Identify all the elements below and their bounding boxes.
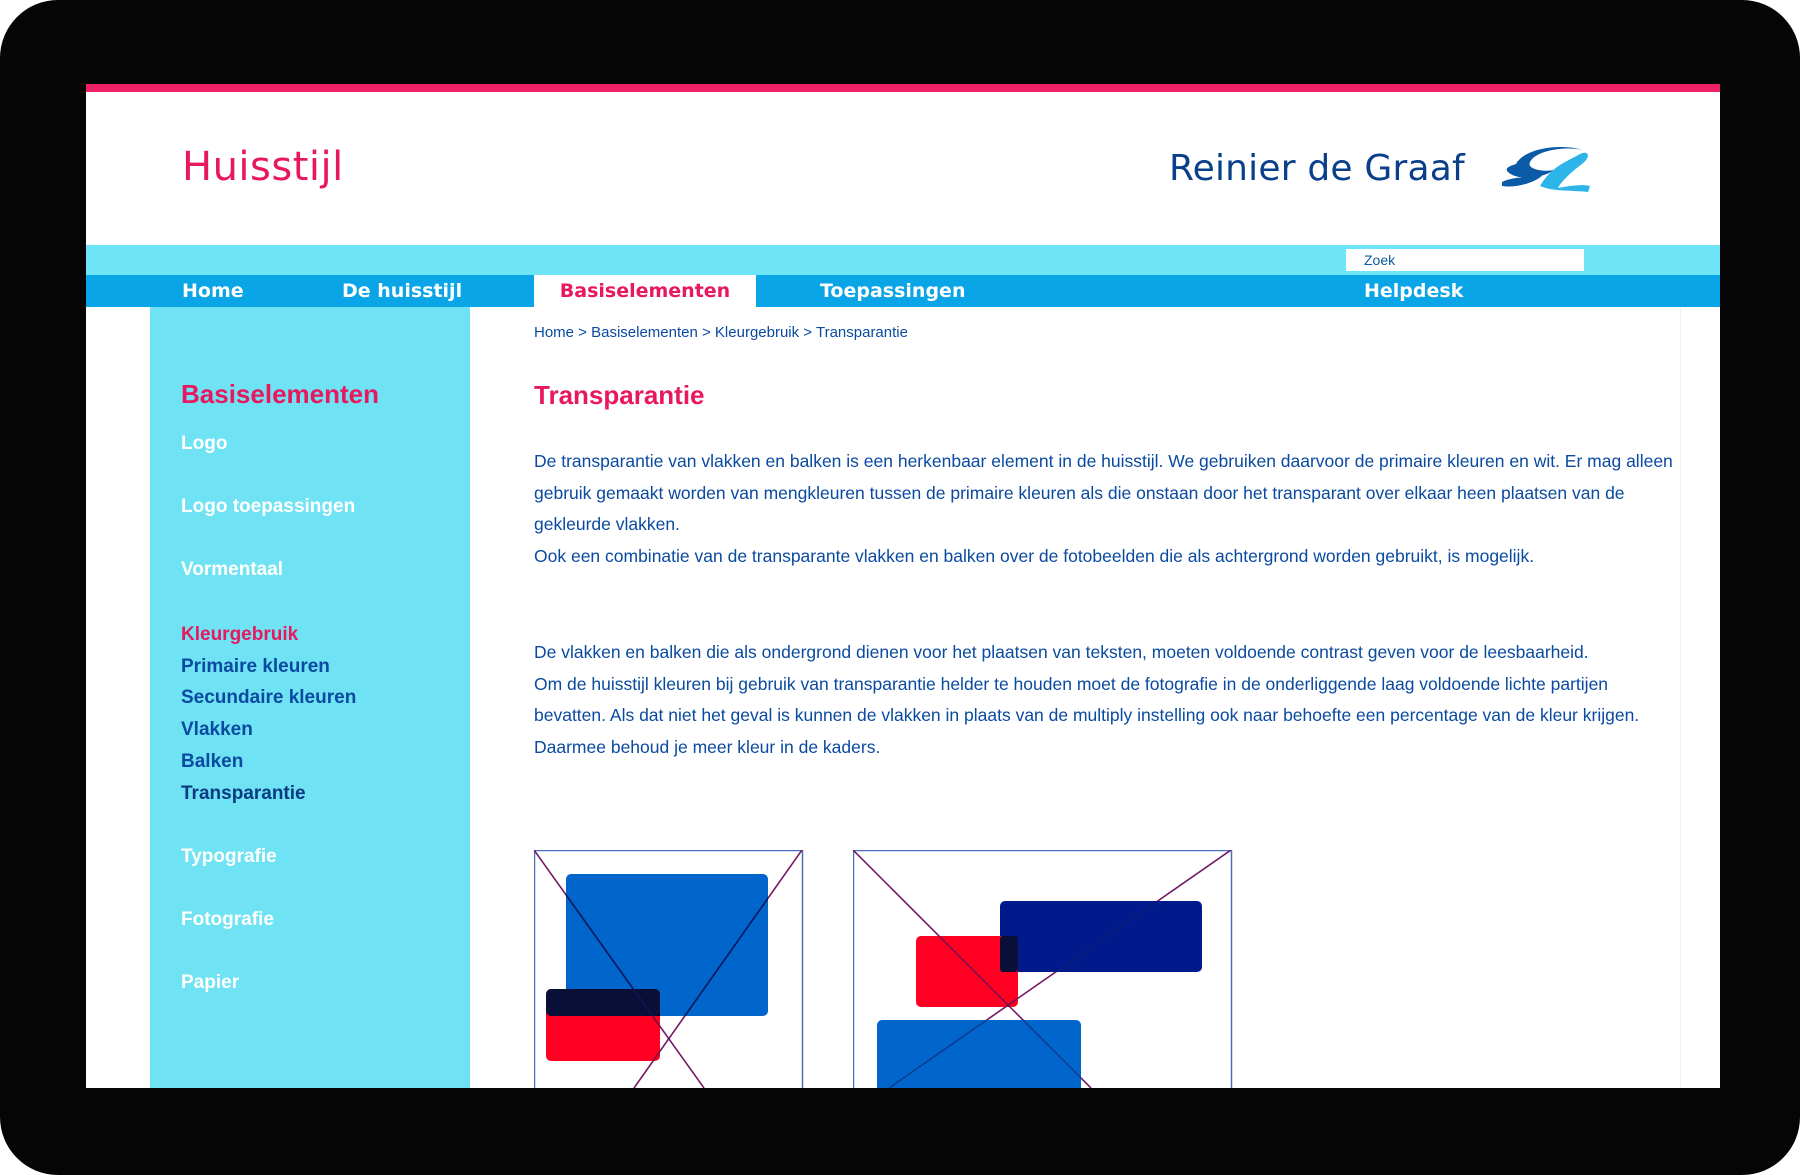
sidebar bbox=[150, 307, 470, 1088]
sidebar-item-logo[interactable]: Logo bbox=[181, 433, 228, 454]
intro-paragraph bbox=[534, 446, 1684, 573]
sidebar-item-kleurgebruik[interactable]: Kleurgebruik bbox=[181, 624, 299, 645]
page-title: Transparantie bbox=[534, 380, 705, 410]
main-navigation bbox=[86, 275, 1720, 307]
brand-name[interactable]: Reinier de Graaf bbox=[1169, 148, 1465, 189]
site-title[interactable]: Huisstijl bbox=[182, 144, 344, 190]
nav-item-helpdesk[interactable]: Helpdesk bbox=[1364, 280, 1464, 302]
nav-item-de-huisstijl[interactable]: De huisstijl bbox=[342, 280, 463, 302]
transparency-example-1 bbox=[534, 850, 804, 1088]
sidebar-item-balken[interactable]: Balken bbox=[181, 751, 244, 772]
sidebar-item-transparantie[interactable]: Transparantie bbox=[181, 783, 306, 804]
nav-item-home[interactable]: Home bbox=[182, 280, 244, 302]
nav-item-basiselementen[interactable]: Basiselementen bbox=[534, 275, 756, 307]
paragraph-text: Ook een combinatie van de transparante vlakken en balken over de fotobeelden die als achtergrond worden gebruikt, is mogelijk. bbox=[534, 546, 1535, 567]
sidebar-item-papier[interactable]: Papier bbox=[181, 972, 240, 993]
paragraph-text: De transparantie van vlakken en balken is een herkenbaar element in de huisstijl. We gebruiken daarvoor de primaire kleuren en wit. Er mag alleen gebruik gemaakt worden van mengkleuren tussen de primaire kleuren als die onstaan door het transparant over elkaar heen plaatsen van de gekleurde vlakken. bbox=[534, 451, 1673, 535]
nav-item-toepassingen[interactable]: Toepassingen bbox=[820, 280, 966, 302]
sidebar-item-vormentaal[interactable]: Vormentaal bbox=[181, 559, 284, 580]
sidebar-item-primaire-kleuren[interactable]: Primaire kleuren bbox=[181, 656, 330, 677]
search-strip bbox=[86, 245, 1720, 275]
sidebar-item-logo-toepassingen[interactable]: Logo toepassingen bbox=[181, 496, 356, 517]
sidebar-item-secundaire-kleuren[interactable]: Secundaire kleuren bbox=[181, 687, 357, 708]
accent-top-bar bbox=[86, 84, 1720, 92]
sidebar-item-typografie[interactable]: Typografie bbox=[181, 846, 277, 867]
browser-viewport bbox=[86, 84, 1720, 1088]
sidebar-item-vlakken[interactable]: Vlakken bbox=[181, 719, 253, 740]
paragraph-text: Om de huisstijl kleuren bij gebruik van transparantie helder te houden moet de fotografie in de onderliggende laag voldoende lichte partijen bevatten. Als dat niet het geval is kunnen de vlakken in plaats van de multiply instelling ook naar behoefte een percentage van de kleur krijgen. Daarmee behoud je meer kleur in de kaders. bbox=[534, 673, 1640, 758]
search-placeholder: Zoek bbox=[1364, 252, 1396, 268]
search-input[interactable] bbox=[1346, 249, 1584, 271]
rdg-swirl-logo-icon[interactable] bbox=[1496, 136, 1592, 202]
contrast-paragraph bbox=[534, 637, 1684, 764]
sidebar-item-fotografie[interactable]: Fotografie bbox=[181, 909, 274, 930]
site-header bbox=[86, 92, 1720, 245]
breadcrumb[interactable]: Home > Basiselementen > Kleurgebruik > Transparantie bbox=[534, 324, 908, 341]
sidebar-heading: Basiselementen bbox=[181, 379, 379, 409]
transparency-example-2 bbox=[853, 850, 1233, 1088]
paragraph-text: De vlakken en balken die als ondergrond dienen voor het plaatsen van teksten, moeten voldoende contrast geven voor de leesbaarheid. bbox=[534, 642, 1589, 662]
